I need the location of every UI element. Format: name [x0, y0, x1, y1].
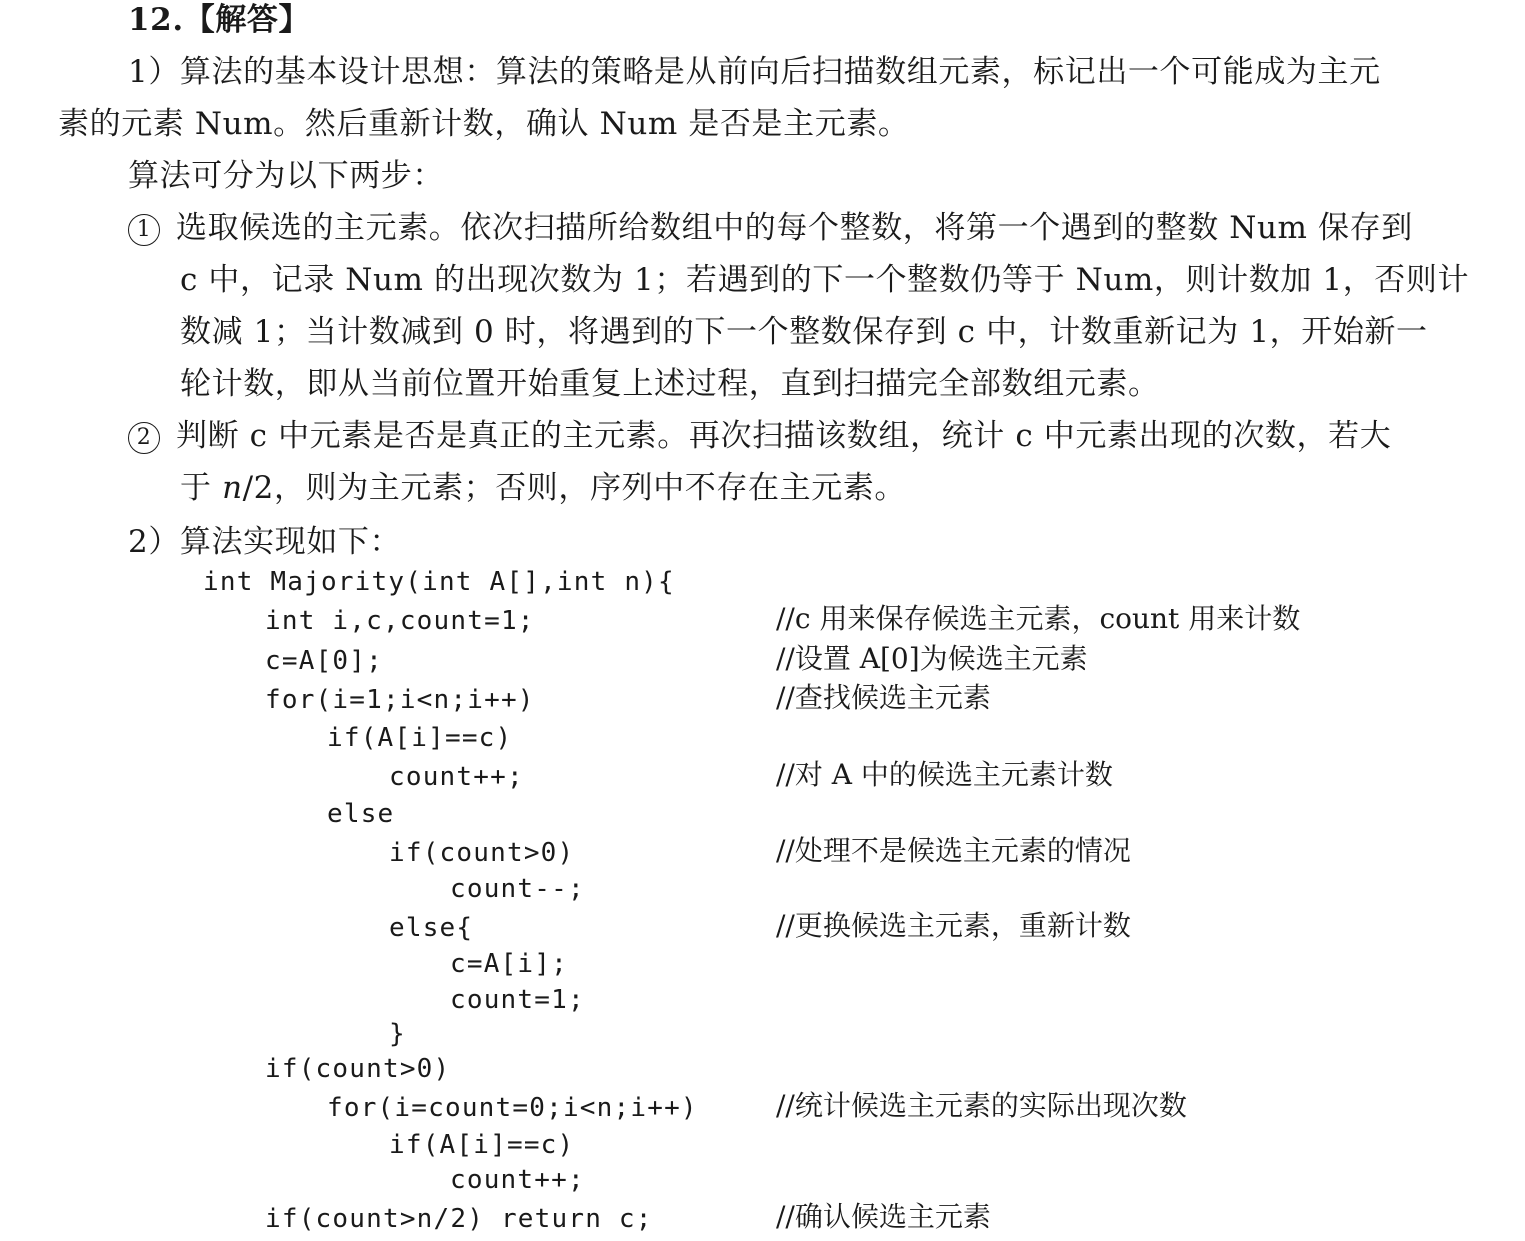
code-comment: //更换候选主元素，重新计数	[776, 909, 1131, 942]
idea-paragraph-line-1: 1）算法的基本设计思想：算法的策略是从前向后扫描数组元素，标记出一个可能成为主元	[128, 54, 1381, 90]
step-2-text: 判断 c 中元素是否是真正的主元素。再次扫描该数组，统计 c 中元素出现的次数，若大	[176, 418, 1392, 454]
step-1-line-4: 轮计数，即从当前位置开始重复上述过程，直到扫描完全部数组元素。	[180, 366, 1160, 402]
code-comment: //设置 A[0]为候选主元素	[776, 642, 1088, 675]
steps-intro: 算法可分为以下两步：	[128, 158, 444, 194]
code-comment: //确认候选主元素	[776, 1200, 991, 1233]
code-line: else	[327, 799, 395, 829]
step-2-line-2	[180, 468, 906, 508]
step-2-variable-n: n	[222, 470, 243, 506]
code-line: int Majority(int A[],int n){	[203, 567, 675, 597]
code-line: if(count>0)	[265, 1054, 451, 1084]
code-line: if(count>0)	[389, 838, 575, 868]
code-comment: //查找候选主元素	[776, 681, 991, 714]
step-1-line-3: 数减 1；当计数减到 0 时，将遇到的下一个整数保存到 c 中，计数重新记为 1，开始新一	[180, 314, 1428, 350]
step-1-text: 选取候选的主元素。依次扫描所给数组中的每个整数，将第一个遇到的整数 Num 保存到	[176, 210, 1413, 246]
step-2-line-1	[128, 416, 1391, 456]
code-line: int i,c,count=1;	[265, 606, 535, 636]
code-line: c=A[i];	[450, 949, 568, 979]
code-line: if(count>n/2) return c;	[265, 1204, 653, 1234]
code-comment: //统计候选主元素的实际出现次数	[776, 1089, 1187, 1122]
implementation-intro: 2）算法实现如下：	[128, 524, 402, 560]
step-2-text-post: /2，则为主元素；否则，序列中不存在主元素。	[242, 470, 907, 506]
code-comment: //c 用来保存候选主元素，count 用来计数	[776, 602, 1301, 635]
section-heading: 12.【解答】	[128, 2, 311, 38]
code-line: count++;	[450, 1165, 585, 1195]
code-line: for(i=count=0;i<n;i++)	[327, 1093, 698, 1123]
code-line: c=A[0];	[265, 646, 383, 676]
code-line: if(A[i]==c)	[389, 1130, 575, 1160]
code-comment: //对 A 中的候选主元素计数	[776, 758, 1113, 791]
idea-paragraph-line-2: 素的元素 Num。然后重新计数，确认 Num 是否是主元素。	[58, 106, 910, 142]
code-line: if(A[i]==c)	[327, 723, 513, 753]
code-line: else{	[389, 913, 474, 943]
code-line: count--;	[450, 874, 585, 904]
code-line: count++;	[389, 762, 524, 792]
code-line: count=1;	[450, 985, 585, 1015]
step-1-line-1	[128, 208, 1413, 248]
step-1-line-2: c 中，记录 Num 的出现次数为 1；若遇到的下一个整数仍等于 Num，则计数加 1，否则计	[180, 262, 1470, 298]
step-2-marker: 2	[128, 422, 160, 454]
code-comment: //处理不是候选主元素的情况	[776, 834, 1131, 867]
step-2-text-pre: 于	[180, 470, 223, 506]
code-line: for(i=1;i<n;i++)	[265, 685, 535, 715]
code-line: }	[389, 1019, 406, 1049]
step-1-marker: 1	[128, 214, 160, 246]
